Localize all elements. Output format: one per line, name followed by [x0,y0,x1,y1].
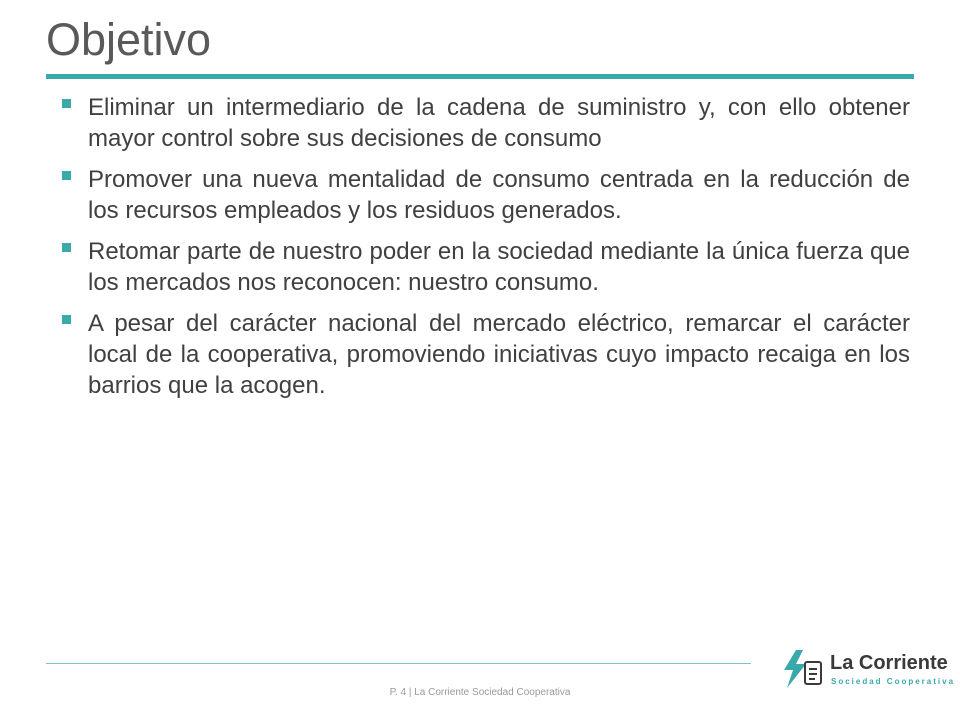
slide-title: Objetivo [46,14,212,65]
lightning-bolt-icon [778,648,826,692]
bullet-item [62,308,910,401]
square-bullet-icon [62,243,71,252]
bullet-text: Eliminar un intermediario de la cadena de suministro y, con ello obtener mayor control sobre sus decisiones de consumo [88,94,910,152]
logo-name: La Corriente [830,652,948,674]
bullet-item [62,164,910,226]
footer-divider [46,663,751,664]
bullet-text: Retomar parte de nuestro poder en la sociedad mediante la única fuerza que los mercados nos reconocen: nuestro consumo. [88,238,910,296]
bullet-item [62,92,910,154]
title-underline [46,74,914,79]
square-bullet-icon [62,315,71,324]
company-logo [778,648,956,696]
square-bullet-icon [62,99,71,108]
footer-text: P. 4 | La Corriente Sociedad Cooperativa [389,687,571,698]
bullet-item [62,236,910,298]
bullet-list [62,92,910,411]
logo-tagline: Sociedad Cooperativa [831,677,956,686]
square-bullet-icon [62,171,71,180]
bullet-text: Promover una nueva mentalidad de consumo centrada en la reducción de los recursos empleados y los residuos generados. [88,166,910,224]
bullet-text: A pesar del carácter nacional del mercado eléctrico, remarcar el carácter local de la cooperativa, promoviendo iniciativas cuyo impacto recaiga en los barrios que la acogen. [88,310,910,399]
